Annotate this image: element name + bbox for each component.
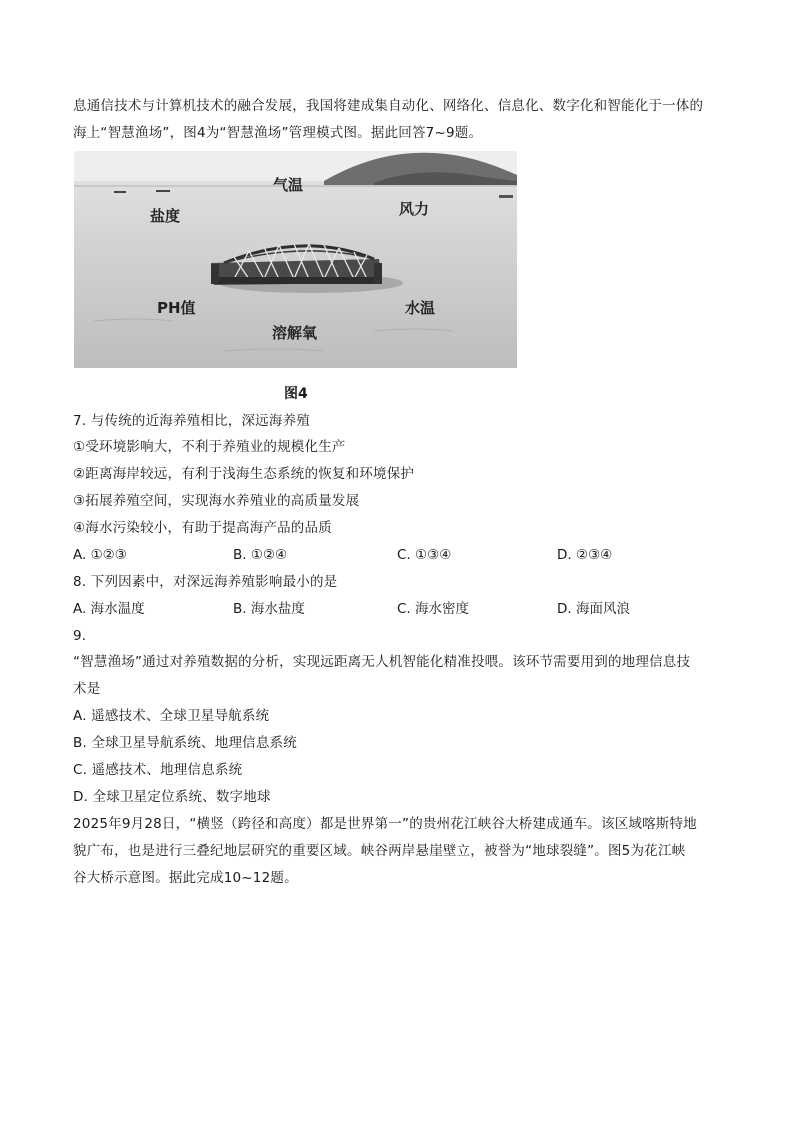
q9-stem-line-2: 术是 [73,681,101,697]
q9-option-b: B. 全球卫星导航系统、地理信息系统 [73,735,297,751]
q7-stem: 7. 与传统的近海养殖相比，深远海养殖 [73,413,310,429]
q7-option-c: C. ①③④ [397,547,452,563]
q10-intro-line-2: 貌广布，也是进行三叠纪地层研究的重要区域。峡谷两岸悬崖壁立，被誉为“地球裂缝”。图5为花江峡 [73,843,686,859]
q8-option-a: A. 海水温度 [73,601,145,617]
label-wind-force: 风力 [399,200,430,218]
label-salinity: 盐度 [150,207,181,225]
intro-line-1: 息通信技术与计算机技术的融合发展，我国将建成集自动化、网络化、信息化、数字化和智能化于一体的 [73,98,704,114]
q8-option-d: D. 海面风浪 [557,601,630,617]
q7-option-b: B. ①②④ [233,547,288,563]
q9-number: 9. [73,628,87,644]
q7-option-d: D. ②③④ [557,547,613,563]
label-dissolved-oxygen: 溶解氧 [272,324,318,342]
q7-item-4: ④海水污染较小，有助于提高海产品的品质 [73,520,332,536]
smart-fishery-photo [74,151,517,368]
figure-caption: 图4 [284,386,308,402]
q9-option-a: A. 遥感技术、全球卫星导航系统 [73,708,270,724]
q8-option-b: B. 海水盐度 [233,601,305,617]
q7-option-a: A. ①②③ [73,547,127,563]
intro-line-2: 海上“智慧渔场”，图4为“智慧渔场”管理模式图。据此回答7~9题。 [73,125,483,141]
q8-option-c: C. 海水密度 [397,601,470,617]
q10-intro-line-1: 2025年9月28日，“横竖（跨径和高度）都是世界第一”的贵州花江峡谷大桥建成通车。该区域喀斯特地 [73,816,697,832]
label-air-temperature: 气温 [273,176,304,194]
label-ph-value: PH值 [157,299,196,317]
q7-item-1: ①受环境影响大，不利于养殖业的规模化生产 [73,439,346,455]
q8-stem: 8. 下列因素中，对深远海养殖影响最小的是 [73,574,338,590]
label-water-temperature: 水温 [405,299,436,317]
q10-intro-line-3: 谷大桥示意图。据此完成10~12题。 [73,870,298,886]
q7-item-2: ②距离海岸较远，有利于浅海生态系统的恢复和环境保护 [73,466,415,482]
q9-option-c: C. 遥感技术、地理信息系统 [73,762,243,778]
q7-item-3: ③拓展养殖空间，实现海水养殖业的高质量发展 [73,493,360,509]
q9-stem-line-1: “智慧渔场”通过对养殖数据的分析，实现远距离无人机智能化精准投喂。该环节需要用到的地理信息技 [73,654,691,670]
q9-option-d: D. 全球卫星定位系统、数字地球 [73,789,271,805]
